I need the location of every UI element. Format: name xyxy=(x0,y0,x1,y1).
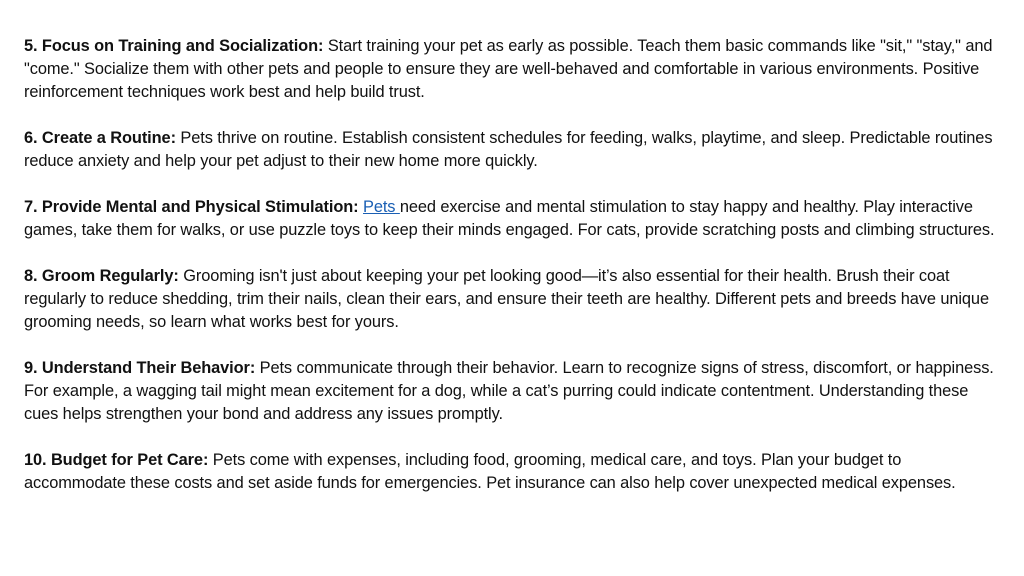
tip-text: Pets communicate through their behavior. Learn to recognize signs of stress, discomfort, or happiness. For example, a wagging tail might mean excitement for a dog, while a cat’s purring could indicate contentment. Understanding these cues helps strengthen your bond and address any issues promptly. xyxy=(24,359,994,423)
tip-budget-pet-care xyxy=(24,449,1000,495)
tip-understand-behavior xyxy=(24,357,1000,426)
tip-text: Pets thrive on routine. Establish consistent schedules for feeding, walks, playtime, and sleep. Predictable routines reduce anxiety and help your pet adjust to their new home more quickly. xyxy=(24,129,993,170)
tip-text: need exercise and mental stimulation to stay happy and healthy. Play interactive games, take them for walks, or use puzzle toys to keep their minds engaged. For cats, provide scratching posts and climbing structures. xyxy=(24,198,995,239)
tip-mental-physical-stimulation xyxy=(24,196,1000,242)
tip-heading: 5. Focus on Training and Socialization: xyxy=(24,37,324,55)
document-page xyxy=(24,35,1000,518)
tip-text: Start training your pet as early as possible. Teach them basic commands like "sit," "stay," and "come." Socialize them with other pets and people to ensure they are well-behaved and comfortable in various environments. Positive reinforcement techniques work best and help build trust. xyxy=(24,37,993,101)
tip-groom-regularly xyxy=(24,265,1000,334)
tip-training-socialization xyxy=(24,35,1000,104)
tip-heading: 6. Create a Routine: xyxy=(24,129,176,147)
tip-text: Grooming isn't just about keeping your pet looking good—it’s also essential for their health. Brush their coat regularly to reduce shedding, trim their nails, clean their ears, and ensure their teeth are healthy. Different pets and breeds have unique grooming needs, so learn what works best for yours. xyxy=(24,267,989,331)
tip-text: Pets come with expenses, including food, grooming, medical care, and toys. Plan your budget to accommodate these costs and set aside funds for emergencies. Pet insurance can also help cover unexpected medical expenses. xyxy=(24,451,956,492)
tip-heading: 8. Groom Regularly: xyxy=(24,267,179,285)
tip-heading: 7. Provide Mental and Physical Stimulation: xyxy=(24,198,359,216)
tip-heading: 10. Budget for Pet Care: xyxy=(24,451,209,469)
tip-heading: 9. Understand Their Behavior: xyxy=(24,359,256,377)
tip-create-routine xyxy=(24,127,1000,173)
pets-link[interactable]: Pets xyxy=(363,198,400,216)
